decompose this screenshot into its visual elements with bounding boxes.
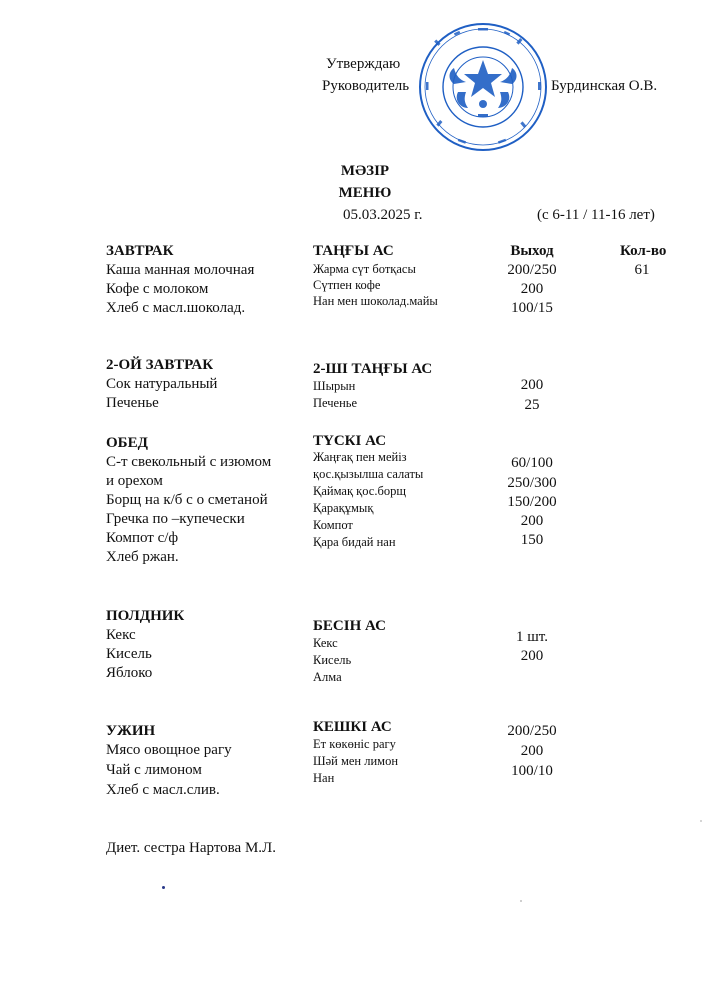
breakfast2-output: 200 (520, 377, 544, 393)
lunch-item-ru: и орехом (106, 473, 163, 489)
snack-item-kz: Кисель (313, 653, 352, 667)
breakfast-output: 200 (520, 281, 544, 297)
lunch-item-kz: Қара бидай нан (313, 535, 396, 549)
dinner-item-kz: Нан (313, 771, 335, 785)
breakfast-item-kz: Сүтпен кофе (313, 278, 381, 292)
approve-label: Утверждаю (326, 56, 401, 72)
snack-title-ru: ПОЛДНИК (106, 608, 185, 624)
lunch-item-ru: Борщ на к/б с о сметаной (106, 492, 268, 508)
scan-speck (162, 886, 165, 889)
breakfast-item-ru: Каша манная молочная (106, 262, 255, 278)
breakfast2-item-kz: Шырын (313, 379, 356, 393)
breakfast2-item-ru: Печенье (106, 395, 159, 411)
lunch-title-ru: ОБЕД (106, 435, 148, 451)
dinner-title-kz: КЕШКІ АС (313, 719, 392, 735)
breakfast2-item-kz: Печенье (313, 396, 358, 410)
menu-title-ru: МЕНЮ (338, 185, 392, 201)
breakfast2-title-ru: 2-ОЙ ЗАВТРАК (106, 357, 214, 373)
lunch-output: 150 (520, 532, 544, 548)
lunch-item-ru: Хлеб ржан. (106, 549, 179, 565)
lunch-output: 150/200 (507, 494, 557, 510)
lunch-output: 60/100 (511, 455, 553, 471)
breakfast-item-ru: Кофе с молоком (106, 281, 209, 297)
dinner-item-kz: Ет көкөніс рагу (313, 737, 396, 751)
snack-output: 1 шт. (516, 629, 548, 645)
snack-item-ru: Кисель (106, 646, 152, 662)
lunch-item-ru: Гречка по –купечески (106, 511, 245, 527)
breakfast-output: 100/15 (511, 300, 553, 316)
breakfast2-item-ru: Сок натуральный (106, 376, 218, 392)
snack-item-kz: Кекс (313, 636, 338, 650)
lunch-item-ru: Компот с/ф (106, 530, 179, 546)
lunch-item-kz: Қаймақ қос.борщ (313, 484, 406, 498)
lunch-output: 250/300 (507, 475, 557, 491)
scan-speck (700, 820, 702, 822)
breakfast2-output: 25 (524, 397, 540, 413)
dinner-output: 100/10 (511, 763, 553, 779)
breakfast-item-ru: Хлеб с масл.шоколад. (106, 300, 246, 316)
lunch-title-kz: ТҮСКІ АС (313, 433, 387, 449)
snack-title-kz: БЕСІН АС (313, 618, 386, 634)
dinner-title-ru: УЖИН (106, 723, 156, 739)
lunch-output: 200 (520, 513, 544, 529)
snack-item-ru: Яблоко (106, 665, 153, 681)
output-column-header: Выход (510, 243, 554, 259)
dinner-output: 200 (520, 743, 544, 759)
dinner-output: 200/250 (507, 723, 557, 739)
dinner-item-ru: Мясо овощное рагу (106, 742, 232, 758)
lunch-item-kz: Жаңғақ пен мейіз (313, 450, 407, 464)
menu-title-kz: МӘЗІР (340, 163, 390, 179)
lunch-item-kz: Компот (313, 518, 353, 532)
quantity-column-header: Кол-во (620, 243, 667, 259)
breakfast2-title-kz: 2-ШІ ТАҢҒЫ АС (313, 361, 433, 377)
lunch-item-kz: қос.қызылша салаты (313, 467, 424, 481)
breakfast-title-kz: ТАҢҒЫ АС (313, 243, 394, 259)
breakfast-quantity: 61 (634, 262, 650, 278)
breakfast-title-ru: ЗАВТРАК (106, 243, 174, 259)
breakfast-item-kz: Нан мен шоколад.майы (313, 294, 438, 308)
menu-date: 05.03.2025 г. (343, 207, 423, 223)
age-group: (с 6-11 / 11-16 лет) (537, 207, 655, 223)
dinner-item-kz: Шәй мен лимон (313, 754, 399, 768)
lunch-item-ru: С-т свекольный с изюмом (106, 454, 272, 470)
breakfast-item-kz: Жарма сүт ботқасы (313, 262, 416, 276)
breakfast-output: 200/250 (507, 262, 557, 278)
official-stamp (418, 22, 548, 152)
scan-speck (520, 900, 522, 902)
lunch-item-kz: Қарақұмық (313, 501, 374, 515)
dinner-item-ru: Хлеб с масл.слив. (106, 782, 220, 798)
director-name: Бурдинская О.В. (551, 78, 658, 94)
director-role: Руководитель (322, 78, 410, 94)
dinner-item-ru: Чай с лимоном (106, 762, 202, 778)
snack-item-ru: Кекс (106, 627, 136, 643)
dietitian-signature: Диет. сестра Нартова М.Л. (106, 840, 276, 856)
snack-output: 200 (520, 648, 544, 664)
snack-item-kz: Алма (313, 670, 342, 684)
